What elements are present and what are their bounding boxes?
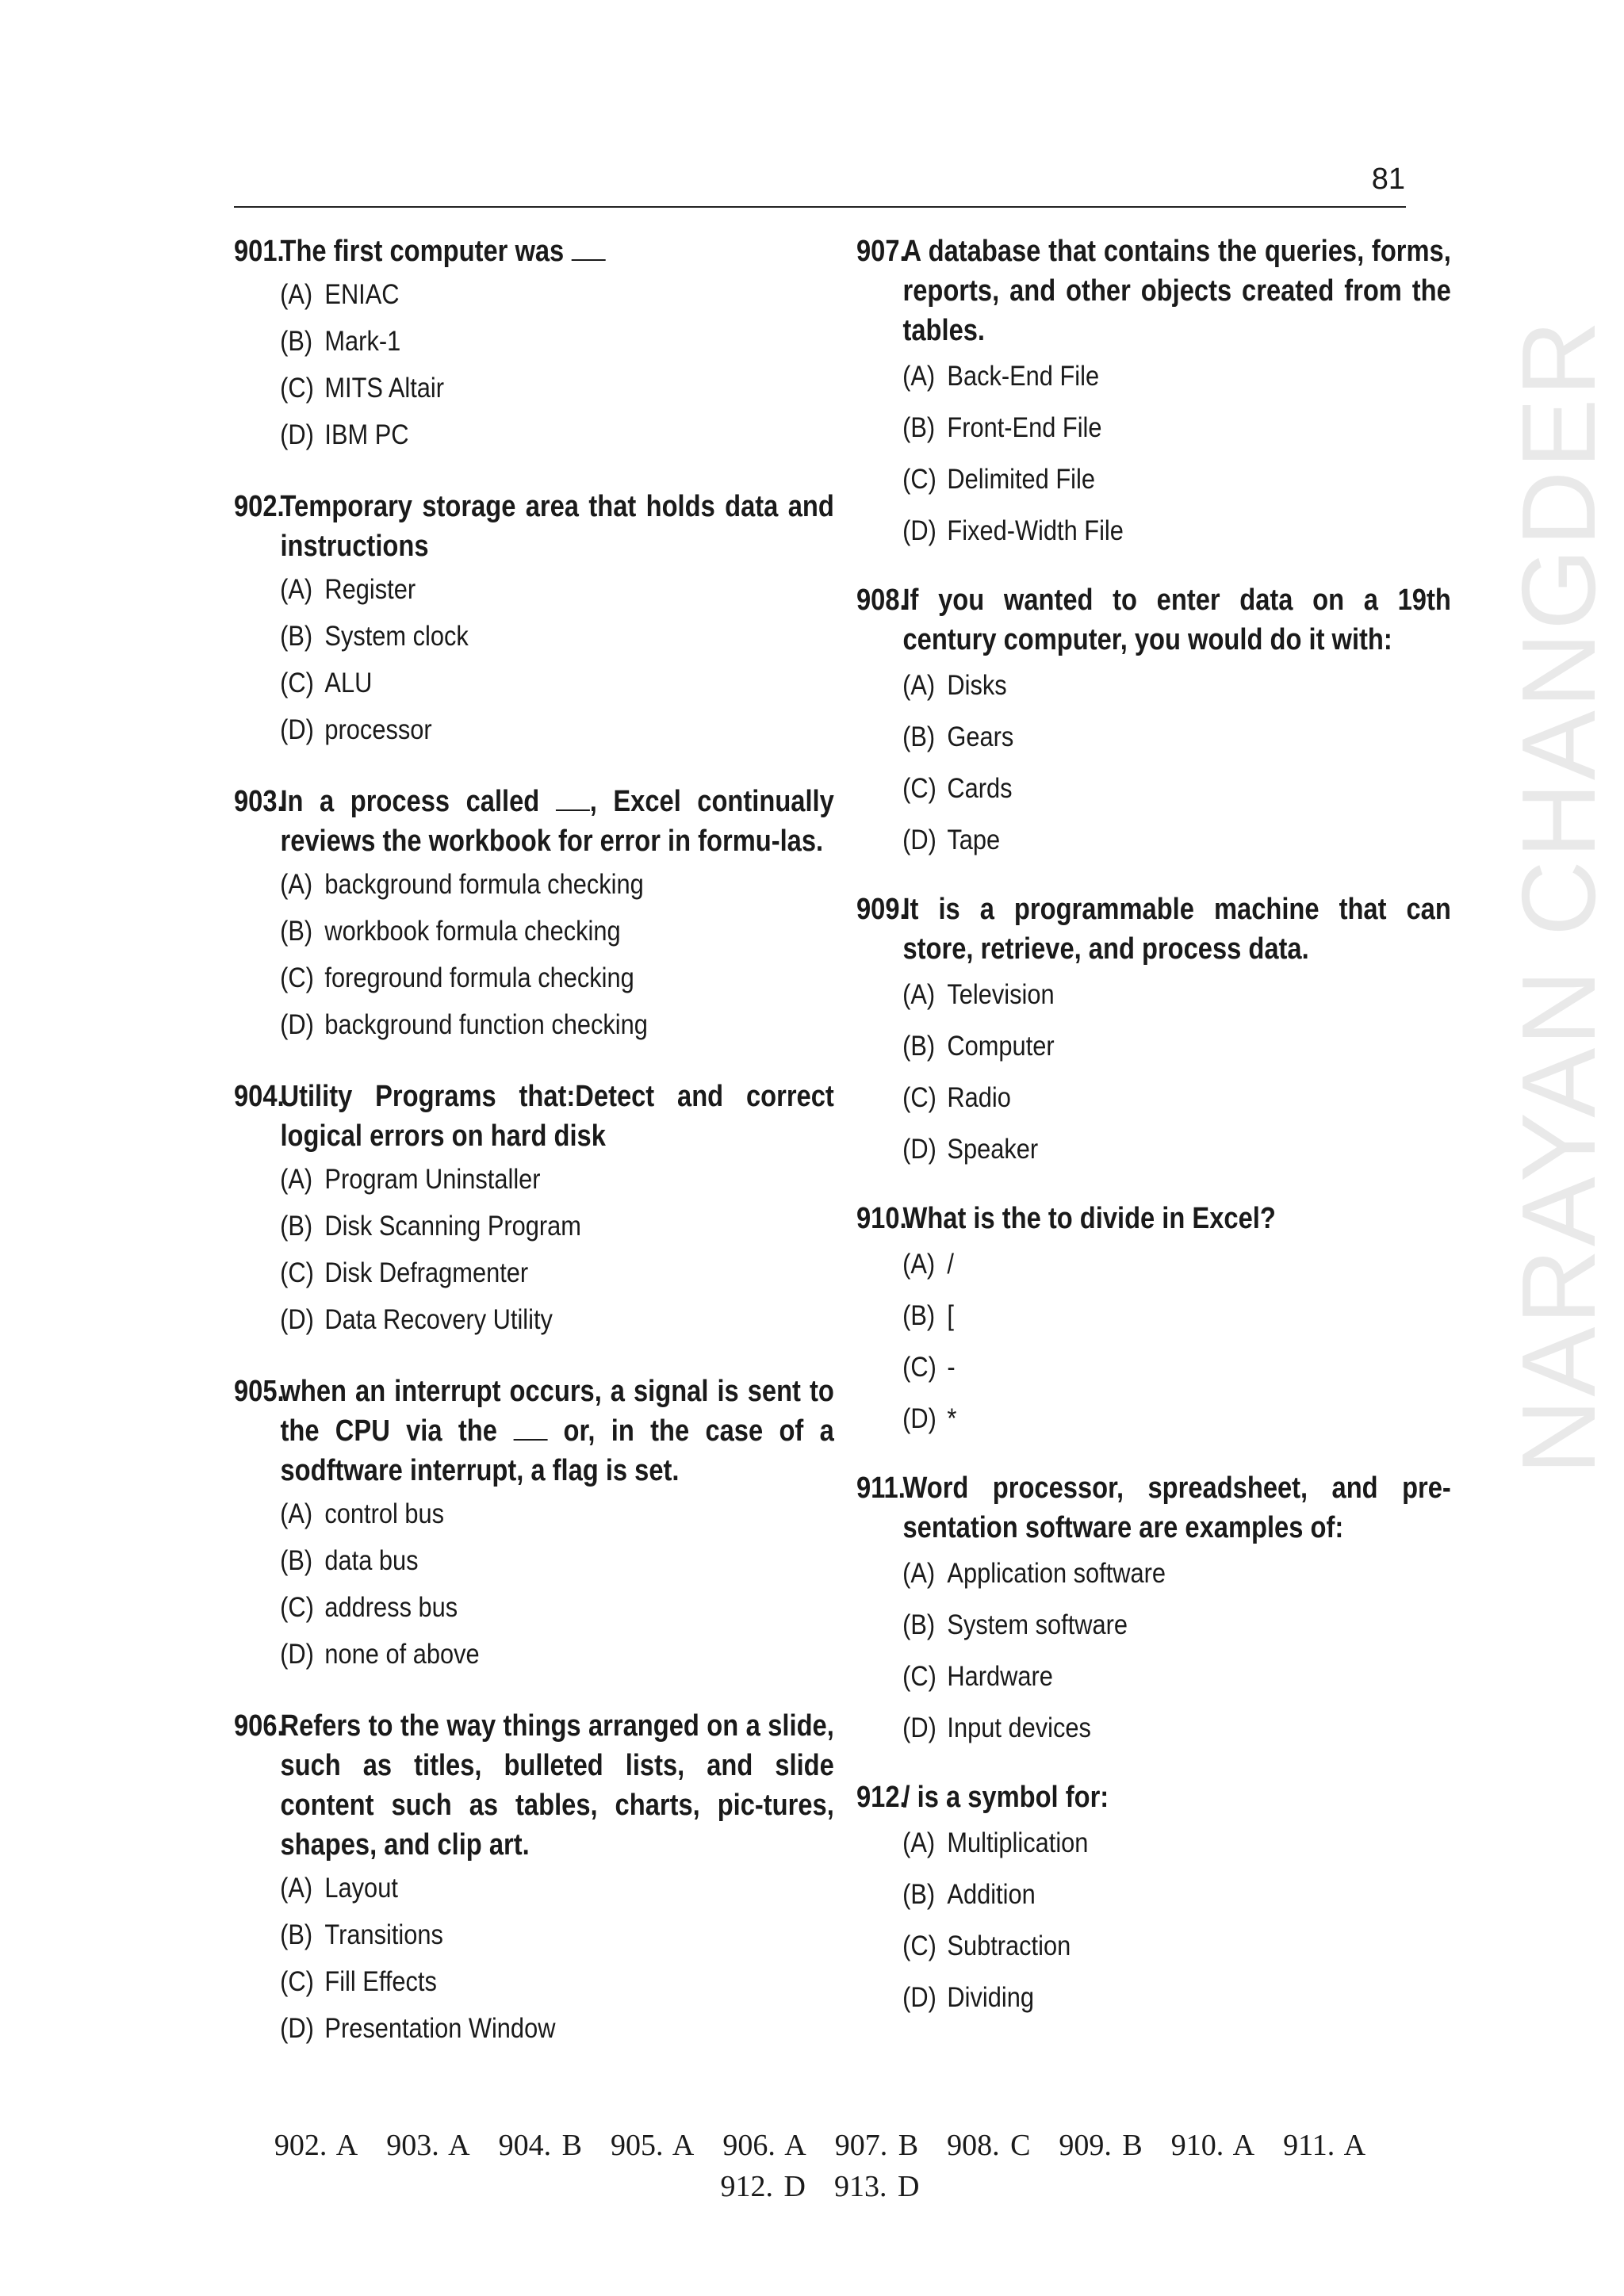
option-letter: (A) (902, 361, 936, 392)
option-text: Fixed-Width File (947, 515, 1124, 546)
answer-option (856, 1020, 1340, 1072)
answer-option (234, 566, 722, 613)
question-stem (234, 1706, 834, 1865)
option-text: Application software (947, 1558, 1166, 1589)
question-text: It is a programmable machine that can store, retrieve, and process data. (902, 893, 1451, 966)
option-text: ALU (324, 668, 373, 698)
header-rule (234, 206, 1406, 208)
option-text: Back-End File (947, 361, 1100, 392)
answer-option (234, 955, 722, 1001)
answer-option (234, 1203, 722, 1249)
option-text: * (947, 1403, 957, 1434)
option-text: Radio (947, 1082, 1011, 1113)
question-903 (234, 782, 834, 1048)
option-text: / (947, 1249, 954, 1280)
option-letter: (B) (280, 326, 313, 357)
answer-option (234, 411, 722, 458)
option-letter: (D) (280, 1639, 314, 1670)
option-letter: (D) (280, 714, 314, 745)
option-text: Tape (947, 825, 1001, 855)
answer-option (856, 1290, 1340, 1341)
answer-option (856, 1341, 1340, 1393)
option-letter: (B) (902, 1609, 936, 1640)
question-stem (234, 232, 834, 271)
option-text: Front-End File (947, 412, 1102, 443)
question-text: Refers to the way things arranged on a slide, such as titles, bulleted lists, and slide content such as tables, charts, pic-tures, shapes, and clip art. (280, 1709, 834, 1862)
option-text: Dividing (947, 1982, 1034, 2013)
option-letter: (D) (280, 2013, 314, 2044)
option-letter: (A) (280, 1873, 313, 1904)
option-text: Transitions (324, 1919, 443, 1950)
answer-option (856, 505, 1340, 557)
answer-option (234, 1296, 722, 1343)
answer-key-item: 909. B (1059, 2129, 1143, 2162)
answer-key-item: 911. A (1283, 2129, 1366, 2162)
option-text: control bus (324, 1498, 445, 1529)
option-text: Input devices (947, 1712, 1091, 1743)
option-letter: (B) (280, 1211, 313, 1242)
option-letter: (B) (280, 1545, 313, 1576)
question-number: 901. (234, 235, 285, 268)
right-question-column (856, 232, 1451, 2047)
answer-key-item: 908. C (947, 2129, 1031, 2162)
answer-option (856, 1920, 1340, 1972)
answer-key-item: 912. D (720, 2170, 806, 2203)
watermark: NARAYAN CHANGDER (1500, 318, 1617, 1475)
option-letter: (D) (902, 825, 936, 855)
option-letter: (B) (280, 916, 313, 947)
question-number: 910. (856, 1202, 907, 1235)
question-906 (234, 1706, 834, 2052)
answer-option (234, 613, 722, 660)
option-letter: (A) (902, 670, 936, 701)
question-text: The first computer was (280, 235, 572, 268)
option-letter: (C) (902, 1661, 936, 1692)
option-letter: (A) (280, 1498, 313, 1529)
answer-option (856, 1651, 1340, 1702)
option-letter: (C) (902, 1931, 936, 1961)
question-text: Word processor, spreadsheet, and pre-sentation software are examples of: (902, 1471, 1451, 1544)
option-letter: (B) (902, 412, 936, 443)
page-number: 81 (1371, 163, 1405, 196)
question-number: 902. (234, 490, 285, 523)
answer-option (234, 1490, 722, 1537)
option-letter: (C) (280, 1592, 314, 1623)
option-text: processor (324, 714, 432, 745)
answer-key-item: 913. D (834, 2170, 920, 2203)
option-letter: (C) (280, 1966, 314, 1997)
option-letter: (C) (280, 668, 314, 698)
question-stem (234, 782, 834, 861)
question-stem (234, 487, 834, 566)
answer-option (856, 350, 1340, 402)
question-number: 903. (234, 785, 285, 818)
option-letter: (D) (902, 515, 936, 546)
option-text: [ (947, 1300, 954, 1331)
answer-option (234, 861, 722, 908)
option-letter: (B) (280, 1919, 313, 1950)
option-text: Disk Scanning Program (324, 1211, 581, 1242)
answer-key-item: 905. A (610, 2129, 695, 2162)
option-text: - (947, 1352, 956, 1383)
answer-option (234, 365, 722, 411)
answer-option (856, 969, 1340, 1020)
option-text: foreground formula checking (324, 962, 634, 993)
option-letter: (B) (902, 1031, 936, 1062)
question-stem (856, 232, 1451, 350)
question-901 (234, 232, 789, 458)
option-letter: (D) (902, 1403, 936, 1434)
question-stem (856, 1777, 1451, 1817)
question-909 (856, 890, 1451, 1175)
answer-option (234, 318, 722, 365)
option-text: Addition (947, 1879, 1036, 1910)
option-letter: (C) (902, 1352, 936, 1383)
option-text: background function checking (324, 1009, 648, 1040)
option-letter: (A) (902, 979, 936, 1010)
option-letter: (C) (280, 373, 314, 404)
option-text: Multiplication (947, 1827, 1089, 1858)
answer-option (234, 660, 722, 706)
question-number: 911. (856, 1471, 906, 1505)
answer-option (234, 1156, 722, 1203)
question-text: A database that contains the queries, forms, reports, and other objects created from the tables. (902, 235, 1451, 347)
option-letter: (D) (280, 1304, 314, 1335)
option-text: Data Recovery Utility (324, 1304, 553, 1335)
question-stem (856, 1468, 1451, 1548)
option-letter: (A) (280, 1164, 313, 1195)
answer-option (856, 1817, 1340, 1869)
question-number: 905. (234, 1375, 285, 1408)
answer-option (234, 1584, 722, 1631)
option-letter: (D) (902, 1134, 936, 1165)
option-text: Mark-1 (324, 326, 401, 357)
option-text: Hardware (947, 1661, 1053, 1692)
question-text: or, in the case of a sodftware interrupt, a flag is set. (280, 1414, 834, 1487)
option-letter: (D) (902, 1712, 936, 1743)
question-number: 906. (234, 1709, 285, 1743)
question-text: Utility Programs that:Detect and correct logical errors on hard disk (280, 1080, 834, 1153)
option-text: Speaker (947, 1134, 1039, 1165)
answer-option (234, 1249, 722, 1296)
option-text: System software (947, 1609, 1128, 1640)
question-text: , Excel continually reviews the workbook for error in formu-las. (280, 785, 834, 858)
option-letter: (A) (902, 1249, 936, 1280)
option-letter: (B) (902, 1879, 936, 1910)
question-911 (856, 1468, 1451, 1754)
answer-key (234, 2125, 1406, 2207)
answer-option (856, 1072, 1340, 1123)
question-905 (234, 1372, 834, 1678)
answer-option (234, 908, 722, 955)
question-number: 904. (234, 1080, 285, 1113)
answer-option (234, 1958, 722, 2005)
question-910 (856, 1199, 1406, 1445)
option-text: Register (324, 574, 416, 605)
answer-option (856, 660, 1340, 711)
answer-option (856, 453, 1340, 505)
option-text: System clock (324, 621, 469, 652)
answer-key-item: 910. A (1170, 2129, 1255, 2162)
option-letter: (C) (902, 1082, 936, 1113)
question-text: Temporary storage area that holds data and instructions (280, 490, 834, 563)
question-912 (856, 1777, 1406, 2023)
answer-key-item: 904. B (498, 2129, 582, 2162)
option-letter: (B) (902, 1300, 936, 1331)
answer-option (234, 1911, 722, 1958)
answer-option (856, 1393, 1340, 1445)
option-text: Delimited File (947, 464, 1095, 495)
option-letter: (D) (280, 1009, 314, 1040)
fill-in-blank (571, 235, 605, 261)
option-letter: (C) (280, 962, 314, 993)
question-number: 907. (856, 235, 907, 268)
option-text: Program Uninstaller (324, 1164, 541, 1195)
option-text: Gears (947, 721, 1014, 752)
option-letter: (B) (280, 621, 313, 652)
option-text: address bus (324, 1592, 458, 1623)
option-text: Layout (324, 1873, 398, 1904)
option-letter: (A) (280, 279, 313, 310)
question-text: If you wanted to enter data on a 19th century computer, you would do it with: (902, 584, 1451, 656)
answer-option (234, 1631, 722, 1678)
option-text: IBM PC (324, 419, 409, 450)
answer-option (856, 711, 1340, 763)
option-text: Cards (947, 773, 1013, 804)
answer-option (856, 1548, 1340, 1599)
answer-option (234, 2005, 722, 2052)
option-letter: (C) (902, 773, 936, 804)
option-text: MITS Altair (324, 373, 445, 404)
option-letter: (C) (280, 1257, 314, 1288)
question-number: 908. (856, 584, 907, 617)
question-text: when an interrupt occurs, a signal is sent to the CPU via the (280, 1375, 834, 1448)
option-letter: (D) (902, 1982, 936, 2013)
answer-option (234, 706, 722, 753)
option-text: none of above (324, 1639, 480, 1670)
option-letter: (A) (902, 1558, 936, 1589)
answer-key-item: 906. A (722, 2129, 806, 2162)
option-text: Disks (947, 670, 1007, 701)
option-letter: (A) (902, 1827, 936, 1858)
fill-in-blank (513, 1415, 547, 1441)
answer-key-item: 907. B (834, 2129, 919, 2162)
answer-option (856, 1869, 1340, 1920)
answer-option (856, 1123, 1340, 1175)
question-stem (234, 1372, 834, 1490)
option-text: ENIAC (324, 279, 400, 310)
left-question-column (234, 232, 834, 2080)
option-letter: (D) (280, 419, 314, 450)
answer-option (234, 1537, 722, 1584)
answer-option (234, 271, 722, 318)
question-text: In a process called (280, 785, 556, 818)
option-text: Computer (947, 1031, 1055, 1062)
option-text: background formula checking (324, 869, 644, 900)
option-text: Fill Effects (324, 1966, 437, 1997)
question-stem (856, 1199, 1451, 1238)
question-text: What is the to divide in Excel? (902, 1202, 1276, 1235)
answer-option (234, 1865, 722, 1911)
answer-option (856, 763, 1340, 814)
option-letter: (C) (902, 464, 936, 495)
option-letter: (B) (902, 721, 936, 752)
question-number: 912. (856, 1781, 907, 1814)
question-stem (856, 580, 1451, 660)
option-text: Television (947, 979, 1055, 1010)
question-904 (234, 1077, 834, 1343)
answer-option (856, 814, 1340, 866)
option-text: workbook formula checking (324, 916, 621, 947)
answer-option (856, 402, 1340, 453)
option-text: Presentation Window (324, 2013, 556, 2044)
question-907 (856, 232, 1451, 557)
answer-option (856, 1238, 1340, 1290)
question-number: 909. (856, 893, 907, 926)
option-text: Subtraction (947, 1931, 1071, 1961)
question-902 (234, 487, 834, 753)
answer-option (856, 1599, 1340, 1651)
option-text: Disk Defragmenter (324, 1257, 529, 1288)
answer-option (856, 1702, 1340, 1754)
answer-option (234, 1001, 722, 1048)
option-letter: (A) (280, 574, 313, 605)
question-908 (856, 580, 1451, 866)
option-letter: (A) (280, 869, 313, 900)
answer-key-item: 902. A (274, 2129, 358, 2162)
answer-key-item: 903. A (386, 2129, 470, 2162)
question-stem (234, 1077, 834, 1156)
option-text: data bus (324, 1545, 419, 1576)
answer-option (856, 1972, 1340, 2023)
question-stem (856, 890, 1451, 969)
question-text: / is a symbol for: (902, 1781, 1109, 1814)
fill-in-blank (556, 786, 590, 811)
